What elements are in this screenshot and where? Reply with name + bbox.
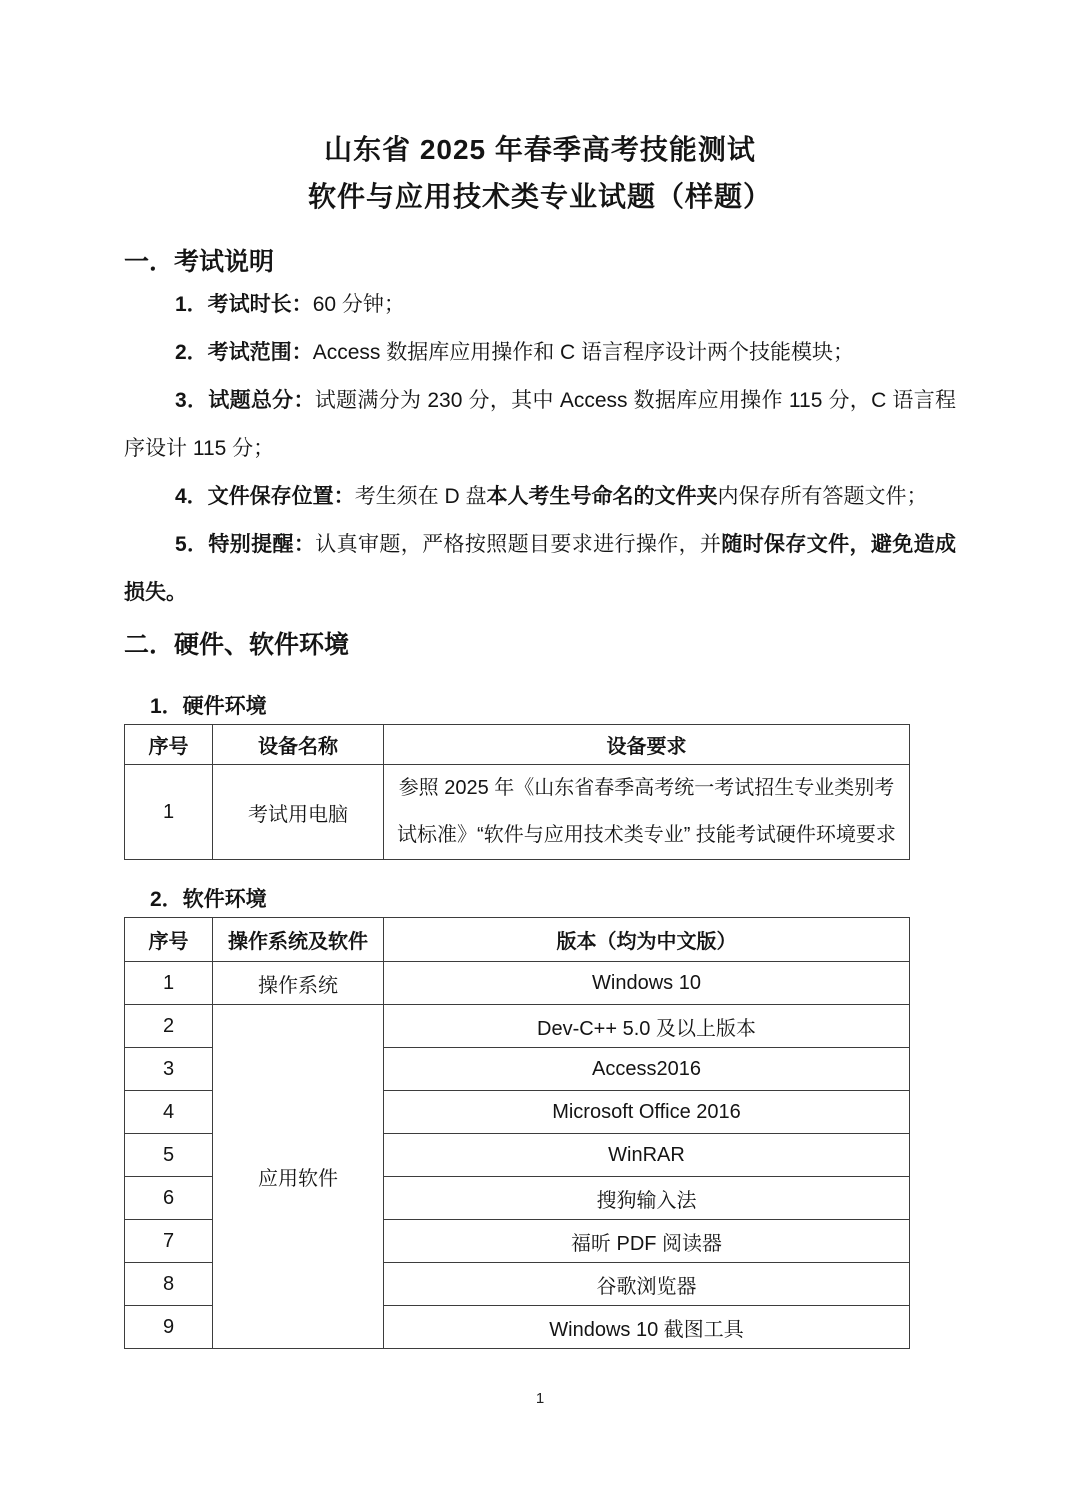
software-cell-version: 福昕 PDF 阅读器 [384, 1220, 910, 1263]
exam-instructions-list [124, 281, 956, 617]
software-cell-version: Dev-C++ 5.0 及以上版本 [384, 1005, 910, 1048]
instruction-item-scope [124, 329, 956, 377]
text-segment: 认真审题，严格按照题目要求进行操作，并 [315, 533, 722, 556]
section-2-heading: 二．硬件、软件环境 [124, 631, 350, 659]
hardware-header-no: 序号 [125, 725, 213, 765]
text-segment: 本人考生号命名的文件夹 [486, 485, 718, 508]
text-segment: 1．考试时长： [175, 293, 313, 316]
software-subheading: 2．软件环境 [150, 888, 267, 911]
software-cell-version: WinRAR [384, 1134, 910, 1177]
software-header-category: 操作系统及软件 [213, 918, 384, 962]
title-line-1: 山东省 2025 年春季高考技能测试 [324, 134, 756, 165]
instruction-item-special-reminder [124, 521, 956, 617]
software-table [124, 917, 910, 1349]
text-segment: 3．试题总分： [175, 389, 315, 412]
software-cell-version: 谷歌浏览器 [384, 1263, 910, 1306]
hardware-cell-device: 考试用电脑 [213, 765, 384, 860]
document-content [124, 0, 956, 1349]
software-table-row [125, 1005, 910, 1048]
instruction-item-total-score [124, 377, 956, 473]
text-segment: 2．考试范围： [175, 341, 313, 364]
software-cell-version: 搜狗输入法 [384, 1177, 910, 1220]
text-segment: 随时保存文件，避免造成损失。 [124, 533, 957, 604]
software-cell-category-merged: 应用软件 [213, 1005, 384, 1349]
software-cell-no: 6 [125, 1177, 213, 1220]
text-segment: 4．文件保存位置： [175, 485, 355, 508]
instruction-item-save-location [124, 473, 956, 521]
instruction-item-duration [124, 281, 956, 329]
software-cell-no: 7 [125, 1220, 213, 1263]
text-segment: Access 数据库应用操作和 C 语言程序设计两个技能模块； [312, 341, 855, 364]
title-line-2: 软件与应用技术类专业试题（样题） [307, 181, 772, 212]
text-segment: 考生须在 D 盘 [354, 485, 487, 508]
software-header-no: 序号 [125, 918, 213, 962]
software-cell-category: 操作系统 [213, 962, 384, 1005]
software-cell-version: Windows 10 截图工具 [384, 1306, 910, 1349]
software-cell-no: 1 [125, 962, 213, 1005]
text-segment: 内保存所有答题文件； [717, 485, 928, 508]
software-cell-no: 3 [125, 1048, 213, 1091]
software-cell-no: 5 [125, 1134, 213, 1177]
hardware-header-requirement: 设备要求 [384, 725, 910, 765]
hardware-table [124, 724, 910, 860]
hardware-cell-requirement: 参照 2025 年《山东省春季高考统一考试招生专业类别考试标准》“软件与应用技术类专业” 技能考试硬件环境要求 [384, 765, 910, 860]
hardware-header-device: 设备名称 [213, 725, 384, 765]
hardware-cell-no: 1 [125, 765, 213, 860]
software-header-row [125, 918, 910, 962]
software-cell-version: Windows 10 [384, 962, 910, 1005]
software-cell-no: 9 [125, 1306, 213, 1349]
text-segment: 60 分钟； [312, 293, 405, 316]
software-cell-no: 8 [125, 1263, 213, 1306]
page-number: 1 [535, 1390, 545, 1407]
hardware-header-row [125, 725, 910, 765]
software-cell-version: Access2016 [384, 1048, 910, 1091]
software-cell-no: 4 [125, 1091, 213, 1134]
text-segment: 5．特别提醒： [175, 533, 316, 556]
hardware-table-row [125, 765, 910, 860]
software-header-version: 版本（均为中文版） [384, 918, 910, 962]
software-cell-version: Microsoft Office 2016 [384, 1091, 910, 1134]
text-segment: 试题满分为 230 分，其中 Access 数据库应用操作 115 分，C 语言程序设计 115 分； [124, 389, 956, 460]
document-title [124, 0, 956, 220]
software-table-row [125, 962, 910, 1005]
software-cell-no: 2 [125, 1005, 213, 1048]
section-1-heading: 一．考试说明 [124, 248, 275, 276]
hardware-subheading: 1．硬件环境 [150, 695, 267, 718]
